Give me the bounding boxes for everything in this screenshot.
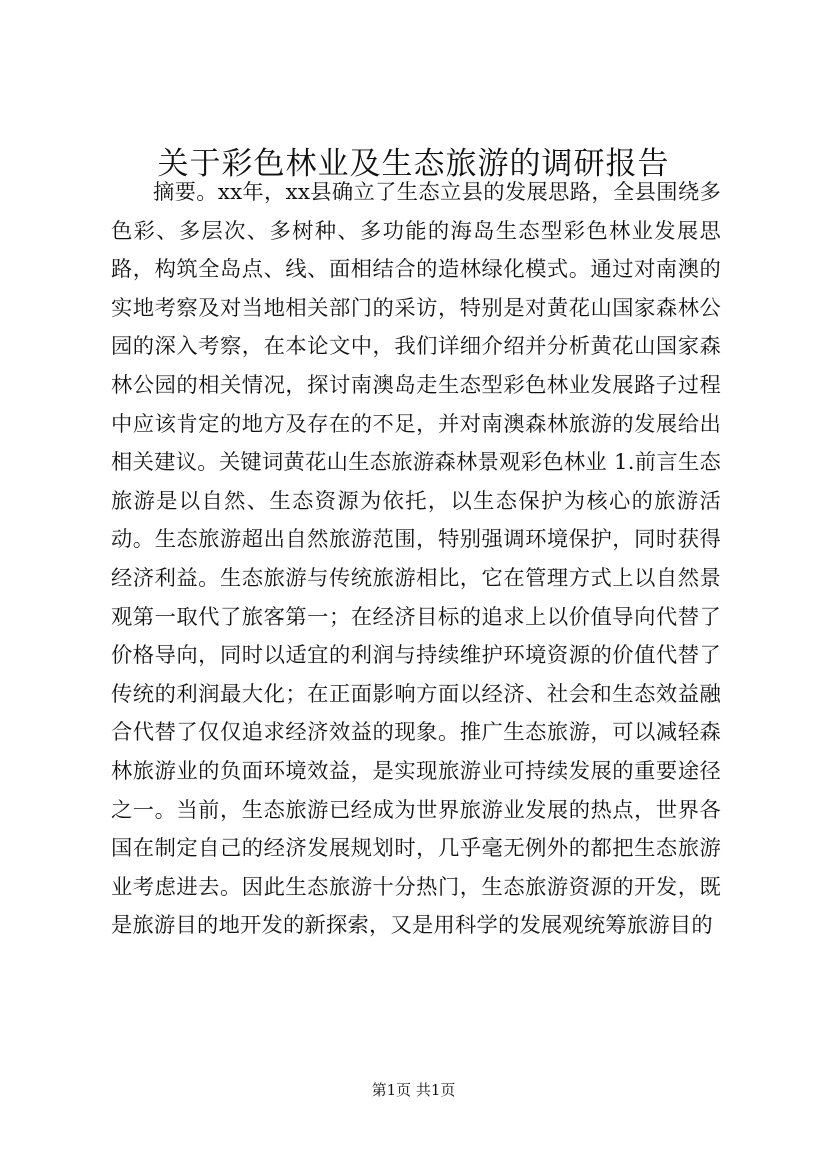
- page-footer: 第1页 共1页: [371, 1081, 456, 1099]
- body-paragraph: 摘要。xx年，xx县确立了生态立县的发展思路，全县围绕多色彩、多层次、多树种、多功能的海岛生态型彩色林业发展思路，构筑全岛点、线、面相结合的造林绿化模式。通过对南澳的实地考察及对当地相关部门的采访，特别是对黄花山国家森林公园的深入考察，在本论文中，我们详细介绍并分析黄花山国家森林公园的相关情况，探讨南澳岛走生态型彩色林业发展路子过程中应该肯定的地方及存在的不足，并对南澳森林旅游的发展给出相关建议。关键词黄花山生态旅游森林景观彩色林业 1.前言生态旅游是以自然、生态资源为依托，以生态保护为核心的旅游活动。生态旅游超出自然旅游范围，特别强调环境保护，同时获得经济利益。生态旅游与传统旅游相比，它在管理方式上以自然景观第一取代了旅客第一；在经济目标的追求上以价值导向代替了价格导向，同时以适宜的利润与持续维护环境资源的价值代替了传统的利润最大化；在正面影响方面以经济、社会和生态效益融合代替了仅仅追求经济效益的现象。推广生态旅游，可以减轻森林旅游业的负面环境效益，是实现旅游业可持续发展的重要途径之一。当前，生态旅游已经成为世界旅游业发展的热点，世界各国在制定自己的经济发展规划时，几乎毫无例外的都把生态旅游业考虑进去。因此生态旅游十分热门，生态旅游资源的开发，既是旅游目的地开发的新探索，又是用科学的发展观统筹旅游目的: [111, 180, 721, 939]
- document-title: 关于彩色林业及生态旅游的调研报告: [157, 146, 670, 182]
